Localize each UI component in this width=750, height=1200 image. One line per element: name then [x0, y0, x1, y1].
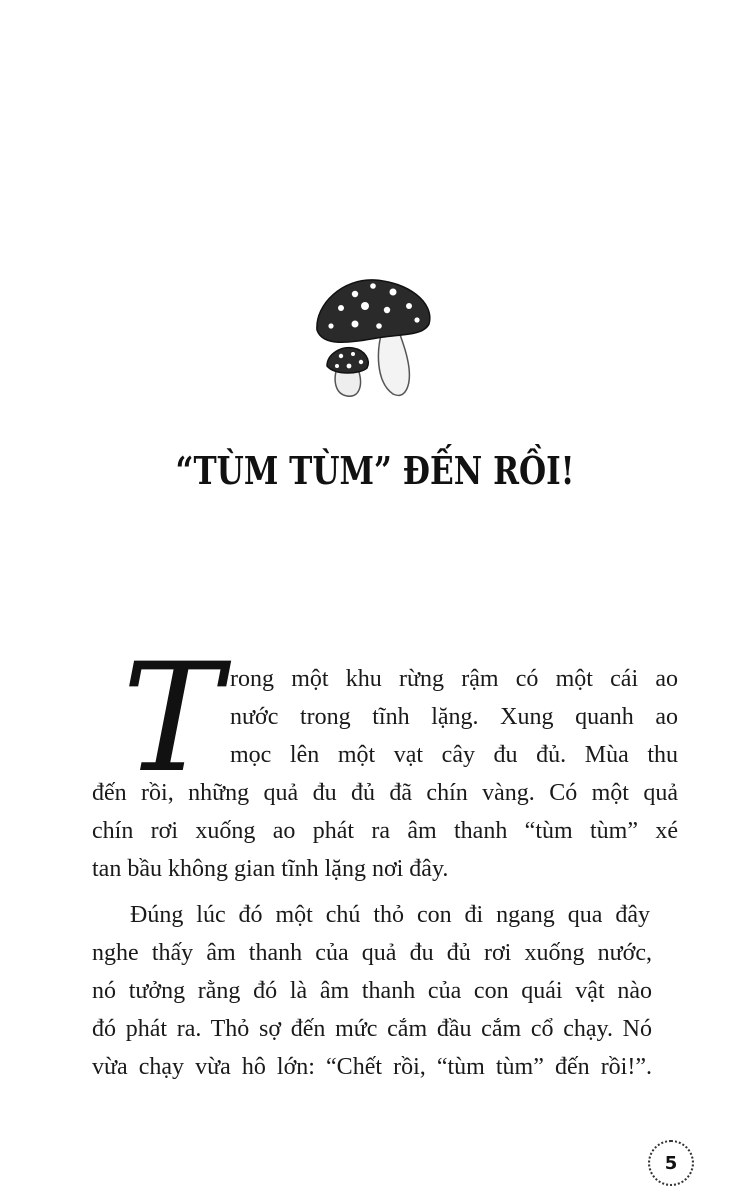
chapter-title: “TÙM TÙM” ĐẾN RỒI! [175, 448, 575, 493]
paragraph-line: nước trong tĩnh lặng. Xung quanh ao [230, 704, 678, 730]
paragraph-line: đó phát ra. Thỏ sợ đến mức cắm đầu cắm cổ chạy. Nó [92, 1016, 652, 1042]
paragraph-line: tan bầu không gian tĩnh lặng nơi đây. [92, 856, 449, 882]
paragraph-line: mọc lên một vạt cây đu đủ. Mùa thu [230, 742, 678, 768]
paragraph-line: nghe thấy âm thanh của quả đu đủ rơi xuống nước, [92, 940, 652, 966]
page-number-badge [648, 1140, 694, 1186]
paragraph-line: Đúng lúc đó một chú thỏ con đi ngang qua đây [130, 902, 650, 928]
paragraph-line: chín rơi xuống ao phát ra âm thanh “tùm tùm” xé [92, 818, 678, 844]
mushroom-icon [305, 268, 445, 408]
paragraph-line: nó tưởng rằng đó là âm thanh của con quái vật nào [92, 978, 652, 1004]
paragraph-line: đến rồi, những quả đu đủ đã chín vàng. Có một quả [92, 780, 678, 806]
paragraph-line: rong một khu rừng rậm có một cái ao [230, 666, 678, 692]
paragraph-line: vừa chạy vừa hô lớn: “Chết rồi, “tùm tùm” đến rồi!”. [92, 1054, 652, 1080]
drop-cap: T [122, 632, 223, 806]
page-number: 5 [664, 1152, 678, 1174]
